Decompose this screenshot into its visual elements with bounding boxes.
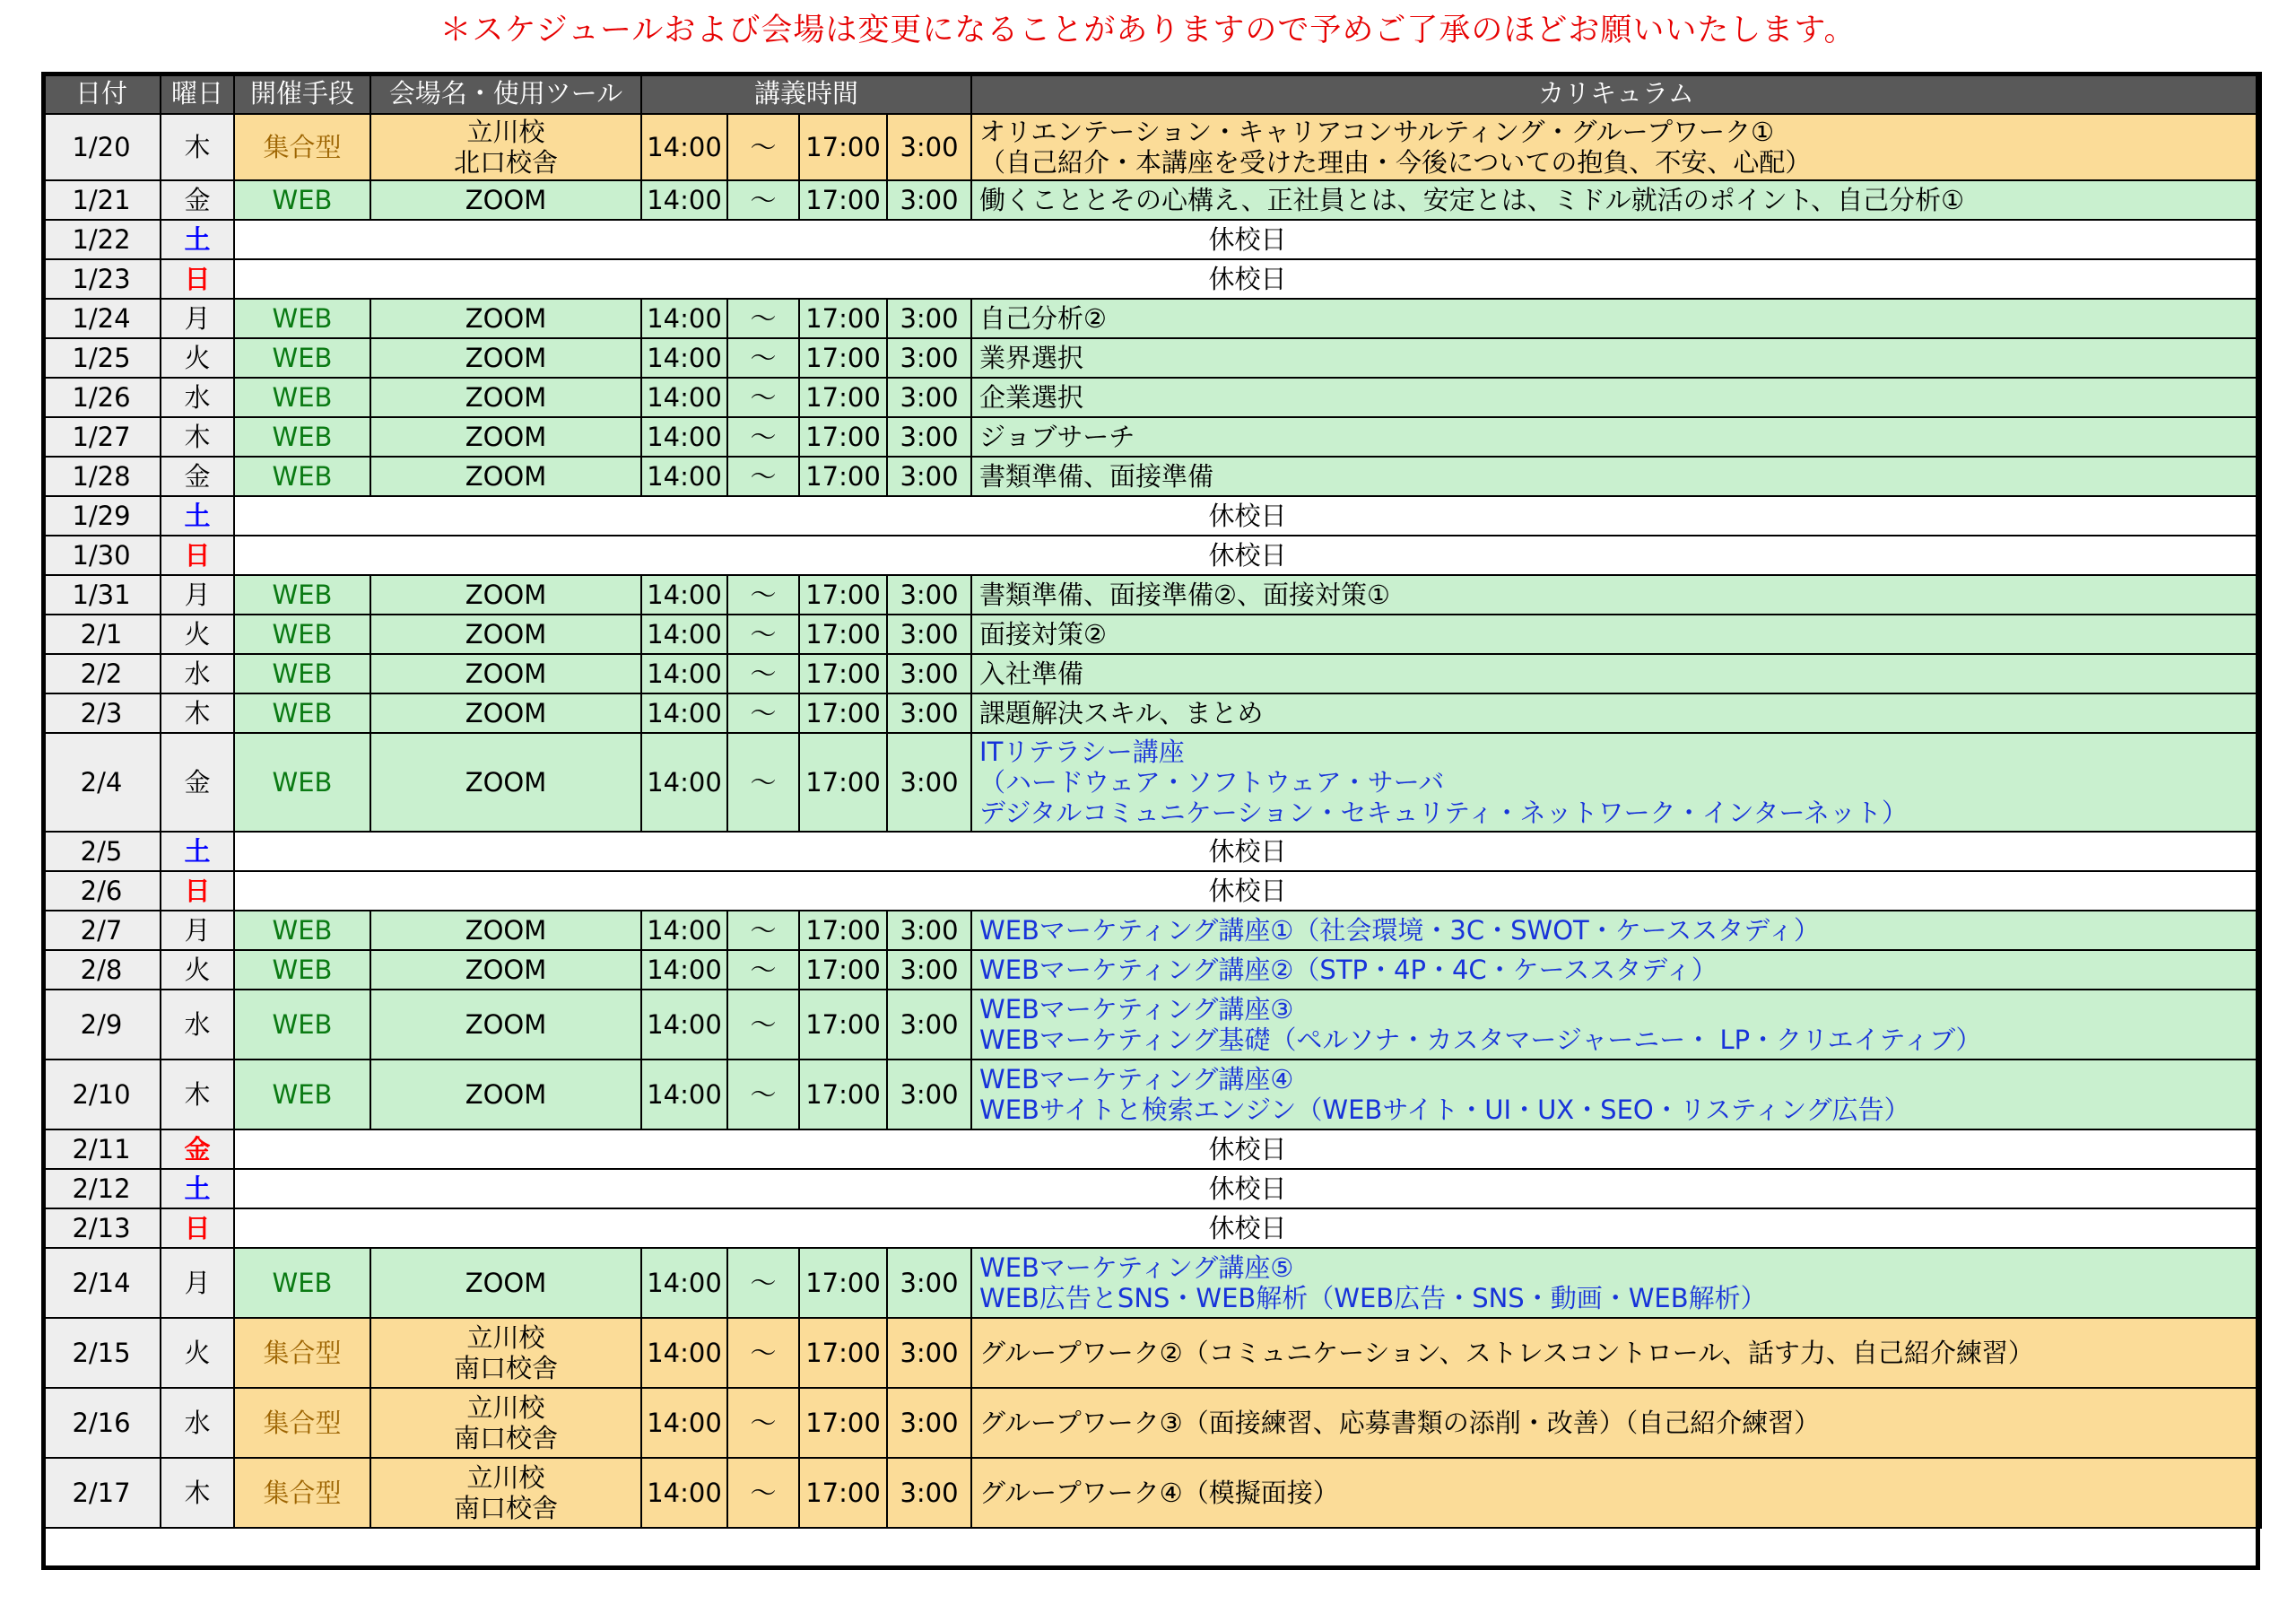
weekday-cell: 火: [161, 1318, 234, 1388]
date-cell: 2/9: [42, 990, 161, 1060]
curriculum-cell: 企業選択: [971, 378, 2261, 417]
time-separator-cell: ～: [727, 299, 799, 338]
method-cell: WEB: [234, 990, 370, 1060]
end-time-cell: 17:00: [799, 1318, 887, 1388]
header-time: 講義時間: [641, 73, 971, 114]
weekday-cell: 金: [161, 457, 234, 496]
weekday-cell: 火: [161, 950, 234, 990]
venue-cell: ZOOM: [370, 950, 641, 990]
venue-cell: 立川校 南口校舎: [370, 1318, 641, 1388]
start-time-cell: 14:00: [641, 1318, 727, 1388]
duration-cell: 3:00: [887, 911, 971, 950]
date-cell: 2/5: [42, 832, 161, 871]
curriculum-cell: 課題解決スキル、まとめ: [971, 693, 2261, 733]
curriculum-cell: 業界選択: [971, 338, 2261, 378]
start-time-cell: 14:00: [641, 733, 727, 832]
start-time-cell: 14:00: [641, 457, 727, 496]
method-cell: WEB: [234, 911, 370, 950]
time-separator-cell: ～: [727, 457, 799, 496]
start-time-cell: 14:00: [641, 575, 727, 615]
holiday-cell: 休校日: [234, 1169, 2261, 1208]
date-cell: 1/25: [42, 338, 161, 378]
weekday-cell: 木: [161, 417, 234, 457]
venue-cell: ZOOM: [370, 654, 641, 693]
duration-cell: 3:00: [887, 654, 971, 693]
method-cell: WEB: [234, 693, 370, 733]
start-time-cell: 14:00: [641, 911, 727, 950]
venue-cell: 立川校 南口校舎: [370, 1458, 641, 1528]
date-cell: 2/1: [42, 615, 161, 654]
duration-cell: 3:00: [887, 950, 971, 990]
date-cell: 1/30: [42, 536, 161, 575]
weekday-cell: 火: [161, 615, 234, 654]
duration-cell: 3:00: [887, 1458, 971, 1528]
holiday-cell: 休校日: [234, 1129, 2261, 1169]
weekday-cell: 土: [161, 832, 234, 871]
date-cell: 1/28: [42, 457, 161, 496]
curriculum-cell: WEBマーケティング講座②（STP・4P・4C・ケーススタディ）: [971, 950, 2261, 990]
duration-cell: 3:00: [887, 575, 971, 615]
holiday-cell: 休校日: [234, 536, 2261, 575]
duration-cell: 3:00: [887, 733, 971, 832]
weekday-cell: 月: [161, 575, 234, 615]
start-time-cell: 14:00: [641, 1060, 727, 1129]
date-cell: 1/24: [42, 299, 161, 338]
weekday-cell: 日: [161, 871, 234, 911]
date-cell: 2/17: [42, 1458, 161, 1528]
date-cell: 1/22: [42, 220, 161, 259]
venue-cell: ZOOM: [370, 733, 641, 832]
weekday-cell: 日: [161, 259, 234, 299]
weekday-cell: 月: [161, 1248, 234, 1318]
duration-cell: 3:00: [887, 1060, 971, 1129]
end-time-cell: 17:00: [799, 990, 887, 1060]
curriculum-cell: 面接対策②: [971, 615, 2261, 654]
method-cell: WEB: [234, 654, 370, 693]
venue-cell: ZOOM: [370, 457, 641, 496]
header-dow: 曜日: [161, 73, 234, 114]
date-cell: 1/23: [42, 259, 161, 299]
start-time-cell: 14:00: [641, 990, 727, 1060]
venue-cell: ZOOM: [370, 990, 641, 1060]
curriculum-cell: 入社準備: [971, 654, 2261, 693]
weekday-cell: 土: [161, 1169, 234, 1208]
method-cell: 集合型: [234, 1458, 370, 1528]
date-cell: 1/31: [42, 575, 161, 615]
curriculum-cell: WEBマーケティング講座①（社会環境・3C・SWOT・ケーススタディ）: [971, 911, 2261, 950]
date-cell: 2/6: [42, 871, 161, 911]
method-cell: WEB: [234, 378, 370, 417]
end-time-cell: 17:00: [799, 1458, 887, 1528]
method-cell: WEB: [234, 1060, 370, 1129]
weekday-cell: 水: [161, 654, 234, 693]
end-time-cell: 17:00: [799, 417, 887, 457]
date-cell: 2/10: [42, 1060, 161, 1129]
start-time-cell: 14:00: [641, 1458, 727, 1528]
date-cell: 1/21: [42, 180, 161, 220]
venue-cell: ZOOM: [370, 378, 641, 417]
weekday-cell: 水: [161, 1388, 234, 1458]
time-separator-cell: ～: [727, 180, 799, 220]
date-cell: 2/16: [42, 1388, 161, 1458]
end-time-cell: 17:00: [799, 575, 887, 615]
end-time-cell: 17:00: [799, 733, 887, 832]
method-cell: WEB: [234, 457, 370, 496]
holiday-cell: 休校日: [234, 1208, 2261, 1248]
date-cell: 2/13: [42, 1208, 161, 1248]
start-time-cell: 14:00: [641, 299, 727, 338]
venue-cell: ZOOM: [370, 615, 641, 654]
time-separator-cell: ～: [727, 1060, 799, 1129]
curriculum-cell: ジョブサーチ: [971, 417, 2261, 457]
curriculum-cell: 書類準備、面接準備②、面接対策①: [971, 575, 2261, 615]
time-separator-cell: ～: [727, 114, 799, 180]
date-cell: 2/12: [42, 1169, 161, 1208]
curriculum-cell: WEBマーケティング講座④ WEBサイトと検索エンジン（WEBサイト・UI・UX・SEO・リスティング広告）: [971, 1060, 2261, 1129]
method-cell: WEB: [234, 575, 370, 615]
weekday-cell: 月: [161, 299, 234, 338]
weekday-cell: 水: [161, 378, 234, 417]
duration-cell: 3:00: [887, 180, 971, 220]
curriculum-cell: オリエンテーション・キャリアコンサルティング・グループワーク① （自己紹介・本講座を受けた理由・今後についての抱負、不安、心配）: [971, 114, 2261, 180]
venue-cell: ZOOM: [370, 911, 641, 950]
end-time-cell: 17:00: [799, 1248, 887, 1318]
date-cell: 2/4: [42, 733, 161, 832]
venue-cell: ZOOM: [370, 180, 641, 220]
curriculum-cell: WEBマーケティング講座③ WEBマーケティング基礎（ペルソナ・カスタマージャーニー・ LP・クリエイティブ）: [971, 990, 2261, 1060]
holiday-cell: 休校日: [234, 871, 2261, 911]
time-separator-cell: ～: [727, 1388, 799, 1458]
table-frame: [41, 72, 2260, 1570]
holiday-cell: 休校日: [234, 220, 2261, 259]
weekday-cell: 水: [161, 990, 234, 1060]
weekday-cell: 土: [161, 496, 234, 536]
time-separator-cell: ～: [727, 575, 799, 615]
weekday-cell: 木: [161, 1060, 234, 1129]
date-cell: 2/14: [42, 1248, 161, 1318]
end-time-cell: 17:00: [799, 378, 887, 417]
date-cell: 2/2: [42, 654, 161, 693]
header-venue: 会場名・使用ツール: [370, 73, 641, 114]
method-cell: WEB: [234, 950, 370, 990]
end-time-cell: 17:00: [799, 693, 887, 733]
duration-cell: 3:00: [887, 299, 971, 338]
curriculum-cell: ITリテラシー講座 （ハードウェア・ソフトウェア・サーバ デジタルコミュニケーション・セキュリティ・ネットワーク・インターネット）: [971, 733, 2261, 832]
end-time-cell: 17:00: [799, 1388, 887, 1458]
end-time-cell: 17:00: [799, 1060, 887, 1129]
venue-cell: ZOOM: [370, 575, 641, 615]
date-cell: 2/8: [42, 950, 161, 990]
header-date: 日付: [42, 73, 161, 114]
duration-cell: 3:00: [887, 615, 971, 654]
time-separator-cell: ～: [727, 654, 799, 693]
venue-cell: ZOOM: [370, 693, 641, 733]
curriculum-cell: グループワーク④（模擬面接）: [971, 1458, 2261, 1528]
curriculum-cell: WEBマーケティング講座⑤ WEB広告とSNS・WEB解析（WEB広告・SNS・動画・WEB解析）: [971, 1248, 2261, 1318]
venue-cell: ZOOM: [370, 1248, 641, 1318]
time-separator-cell: ～: [727, 693, 799, 733]
duration-cell: 3:00: [887, 1318, 971, 1388]
weekday-cell: 金: [161, 180, 234, 220]
date-cell: 1/26: [42, 378, 161, 417]
time-separator-cell: ～: [727, 615, 799, 654]
start-time-cell: 14:00: [641, 338, 727, 378]
duration-cell: 3:00: [887, 378, 971, 417]
duration-cell: 3:00: [887, 693, 971, 733]
method-cell: WEB: [234, 180, 370, 220]
weekday-cell: 土: [161, 220, 234, 259]
venue-cell: 立川校 北口校舎: [370, 114, 641, 180]
duration-cell: 3:00: [887, 338, 971, 378]
notice-banner: ＊スケジュールおよび会場は変更になることがありますので予めご了承のほどお願いいたします。: [439, 13, 1857, 48]
venue-cell: ZOOM: [370, 338, 641, 378]
date-cell: 2/15: [42, 1318, 161, 1388]
duration-cell: 3:00: [887, 1388, 971, 1458]
weekday-cell: 金: [161, 733, 234, 832]
end-time-cell: 17:00: [799, 950, 887, 990]
curriculum-cell: グループワーク③（面接練習、応募書類の添削・改善）（自己紹介練習）: [971, 1388, 2261, 1458]
weekday-cell: 火: [161, 338, 234, 378]
end-time-cell: 17:00: [799, 911, 887, 950]
holiday-cell: 休校日: [234, 496, 2261, 536]
date-cell: 1/29: [42, 496, 161, 536]
duration-cell: 3:00: [887, 990, 971, 1060]
start-time-cell: 14:00: [641, 180, 727, 220]
curriculum-cell: グループワーク②（コミュニケーション、ストレスコントロール、話す力、自己紹介練習）: [971, 1318, 2261, 1388]
end-time-cell: 17:00: [799, 457, 887, 496]
end-time-cell: 17:00: [799, 299, 887, 338]
method-cell: WEB: [234, 1248, 370, 1318]
method-cell: WEB: [234, 615, 370, 654]
date-cell: 2/7: [42, 911, 161, 950]
curriculum-cell: 自己分析②: [971, 299, 2261, 338]
weekday-cell: 金: [161, 1129, 234, 1169]
end-time-cell: 17:00: [799, 654, 887, 693]
method-cell: 集合型: [234, 114, 370, 180]
start-time-cell: 14:00: [641, 1388, 727, 1458]
method-cell: 集合型: [234, 1318, 370, 1388]
end-time-cell: 17:00: [799, 114, 887, 180]
start-time-cell: 14:00: [641, 417, 727, 457]
holiday-cell: 休校日: [234, 259, 2261, 299]
start-time-cell: 14:00: [641, 615, 727, 654]
method-cell: 集合型: [234, 1388, 370, 1458]
end-time-cell: 17:00: [799, 180, 887, 220]
end-time-cell: 17:00: [799, 338, 887, 378]
time-separator-cell: ～: [727, 733, 799, 832]
start-time-cell: 14:00: [641, 1248, 727, 1318]
holiday-cell: 休校日: [234, 832, 2261, 871]
header-curriculum: カリキュラム: [971, 73, 2261, 114]
date-cell: 2/11: [42, 1129, 161, 1169]
duration-cell: 3:00: [887, 417, 971, 457]
time-separator-cell: ～: [727, 378, 799, 417]
date-cell: 1/20: [42, 114, 161, 180]
venue-cell: ZOOM: [370, 299, 641, 338]
time-separator-cell: ～: [727, 1458, 799, 1528]
weekday-cell: 木: [161, 114, 234, 180]
time-separator-cell: ～: [727, 911, 799, 950]
weekday-cell: 月: [161, 911, 234, 950]
method-cell: WEB: [234, 733, 370, 832]
end-time-cell: 17:00: [799, 615, 887, 654]
method-cell: WEB: [234, 299, 370, 338]
time-separator-cell: ～: [727, 1248, 799, 1318]
weekday-cell: 日: [161, 536, 234, 575]
duration-cell: 3:00: [887, 114, 971, 180]
time-separator-cell: ～: [727, 990, 799, 1060]
venue-cell: 立川校 南口校舎: [370, 1388, 641, 1458]
start-time-cell: 14:00: [641, 693, 727, 733]
venue-cell: ZOOM: [370, 1060, 641, 1129]
date-cell: 2/3: [42, 693, 161, 733]
weekday-cell: 木: [161, 1458, 234, 1528]
weekday-cell: 木: [161, 693, 234, 733]
method-cell: WEB: [234, 338, 370, 378]
start-time-cell: 14:00: [641, 950, 727, 990]
duration-cell: 3:00: [887, 457, 971, 496]
start-time-cell: 14:00: [641, 654, 727, 693]
time-separator-cell: ～: [727, 417, 799, 457]
method-cell: WEB: [234, 417, 370, 457]
weekday-cell: 日: [161, 1208, 234, 1248]
curriculum-cell: 書類準備、面接準備: [971, 457, 2261, 496]
header-method: 開催手段: [234, 73, 370, 114]
start-time-cell: 14:00: [641, 114, 727, 180]
date-cell: 1/27: [42, 417, 161, 457]
duration-cell: 3:00: [887, 1248, 971, 1318]
time-separator-cell: ～: [727, 338, 799, 378]
start-time-cell: 14:00: [641, 378, 727, 417]
time-separator-cell: ～: [727, 1318, 799, 1388]
time-separator-cell: ～: [727, 950, 799, 990]
curriculum-cell: 働くこととその心構え、正社員とは、安定とは、ミドル就活のポイント、自己分析①: [971, 180, 2261, 220]
venue-cell: ZOOM: [370, 417, 641, 457]
